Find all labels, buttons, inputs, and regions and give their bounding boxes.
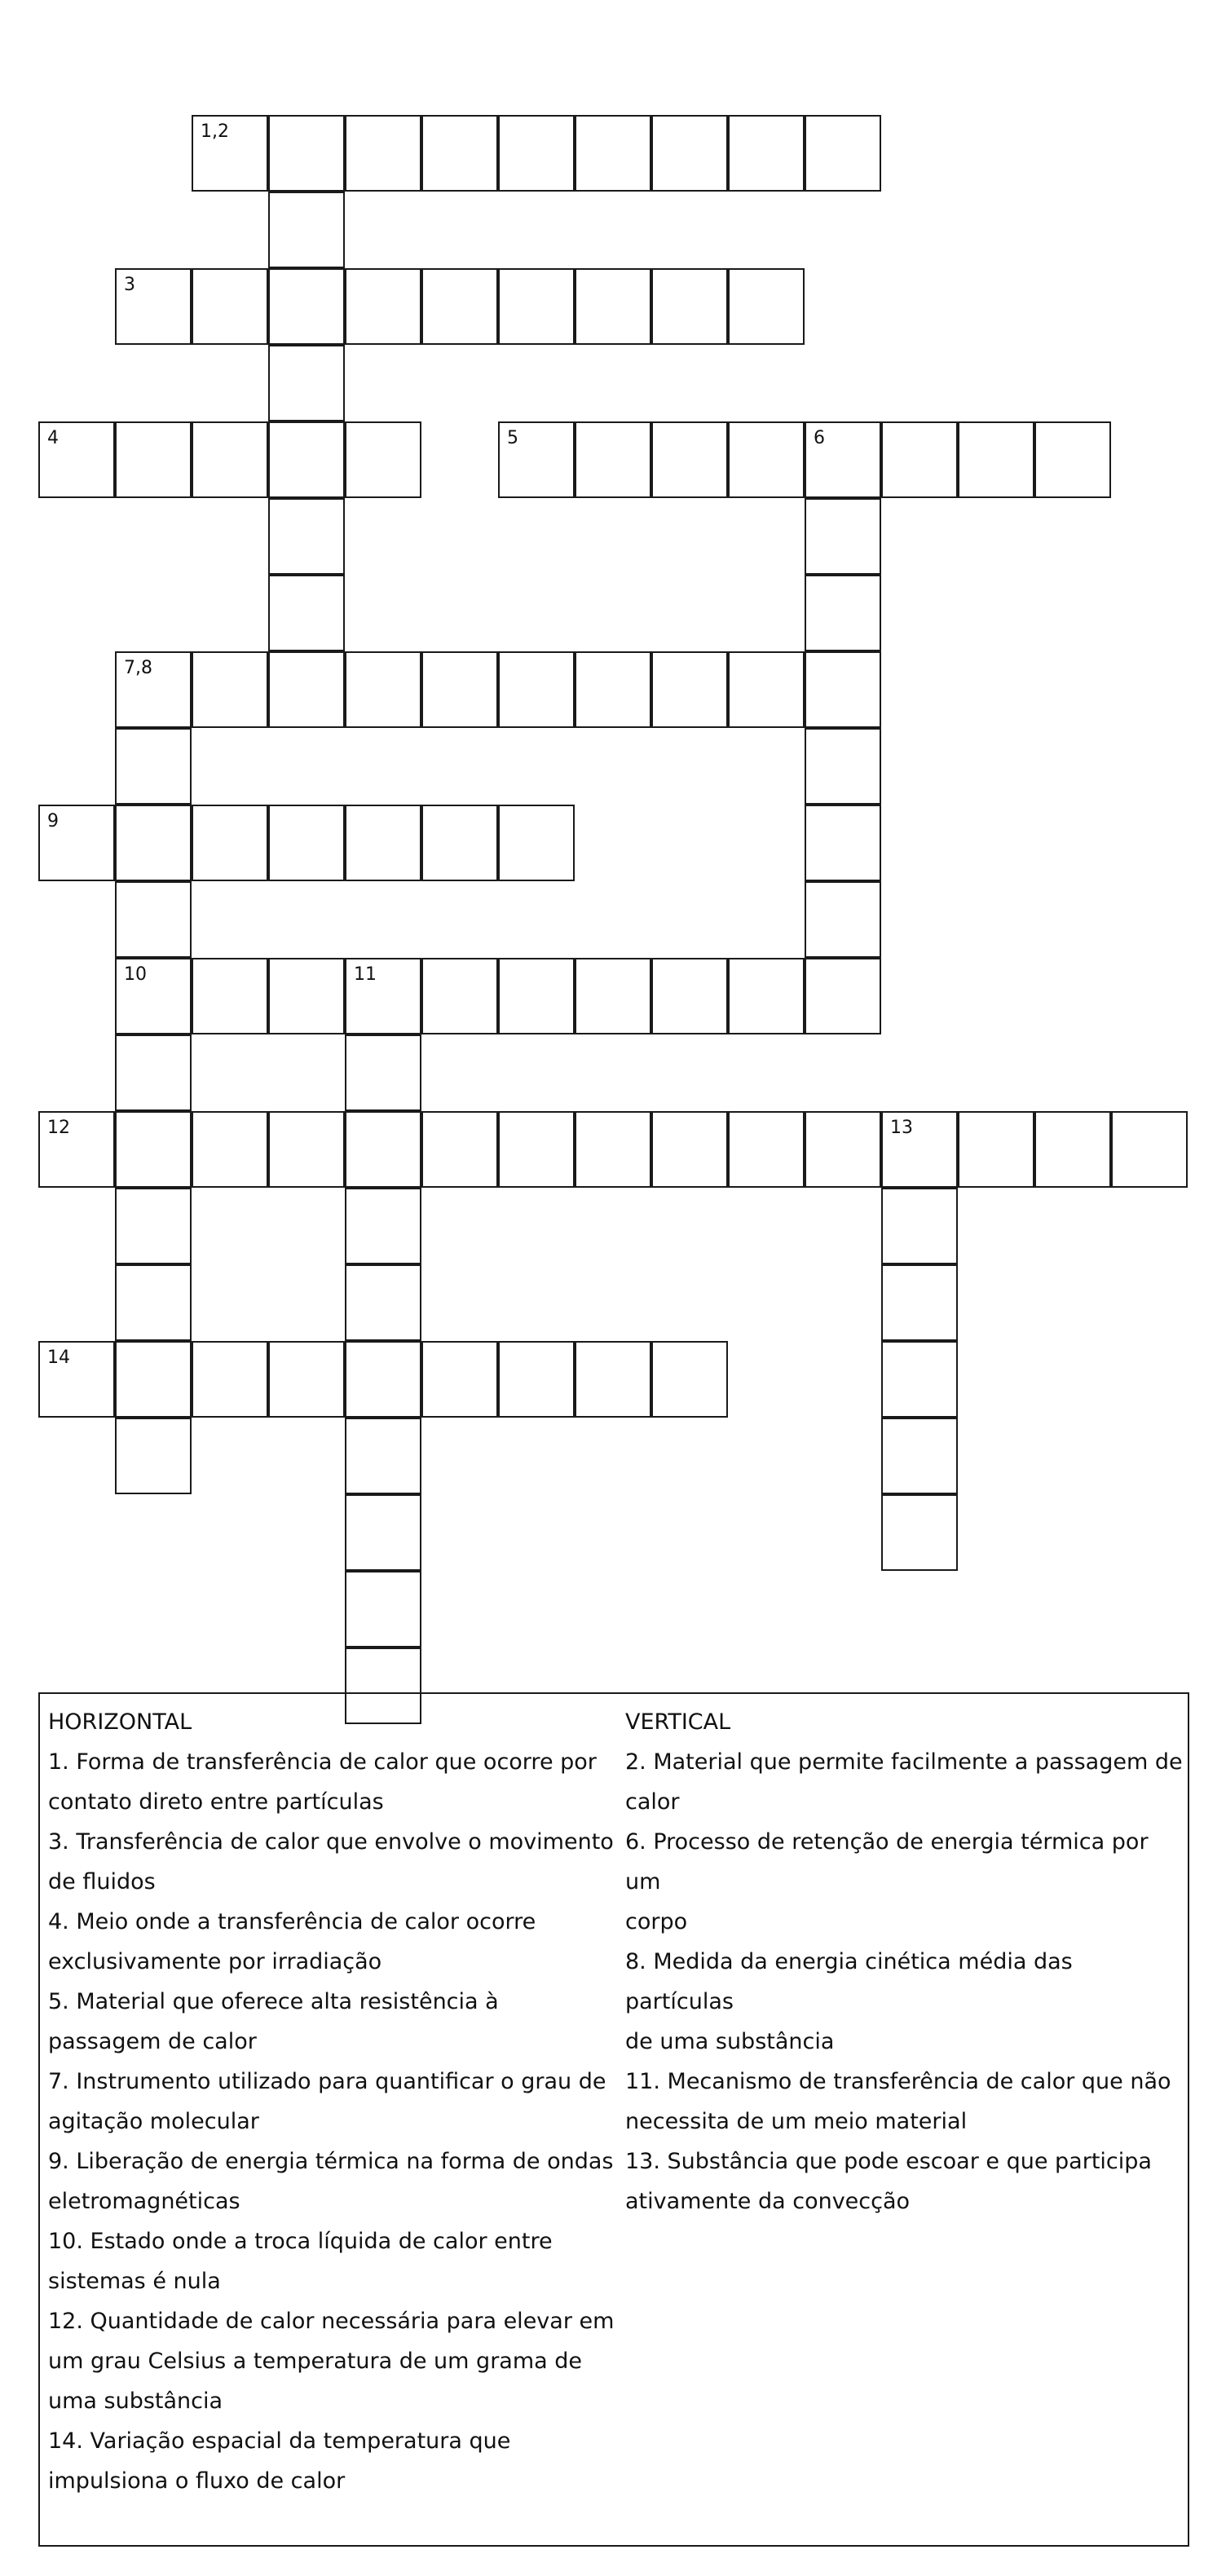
crossword-cell[interactable] <box>651 268 728 345</box>
clue-item <box>625 1742 1186 1822</box>
crossword-cell[interactable] <box>345 805 421 881</box>
crossword-cell[interactable] <box>345 1264 421 1341</box>
crossword-cell[interactable] <box>575 651 651 728</box>
crossword-cell[interactable] <box>421 805 498 881</box>
clue-line: passagem de calor <box>48 2029 257 2054</box>
clue-line: 7. Instrumento utilizado para quantificar o grau de <box>48 2069 606 2094</box>
crossword-cell[interactable] <box>115 1418 192 1494</box>
crossword-cell[interactable] <box>805 575 881 651</box>
crossword-cell[interactable] <box>498 115 575 192</box>
clue-line: 6. Processo de retenção de energia térmica por um <box>625 1829 1149 1895</box>
clue-number: 12 <box>47 1118 70 1138</box>
clue-line: 8. Medida da energia cinética média das partículas <box>625 1949 1073 2014</box>
crossword-cell[interactable] <box>575 268 651 345</box>
clue-item <box>48 1902 623 1982</box>
crossword-cell[interactable] <box>345 268 421 345</box>
crossword-cell[interactable] <box>115 958 192 1034</box>
clue-number: 5 <box>507 428 518 448</box>
crossword-cell[interactable] <box>115 651 192 728</box>
clue-line: exclusivamente por irradiação <box>48 1949 382 1974</box>
crossword-cell[interactable] <box>345 115 421 192</box>
crossword-cell[interactable] <box>115 728 192 805</box>
clue-item <box>48 2062 623 2142</box>
crossword-cell[interactable] <box>881 1264 958 1341</box>
crossword-cell[interactable] <box>1034 1111 1111 1188</box>
crossword-cell[interactable] <box>115 805 192 881</box>
crossword-cell[interactable] <box>268 268 345 345</box>
clue-line: corpo <box>625 1909 688 1934</box>
crossword-cell[interactable] <box>268 1341 345 1418</box>
clue-number: 10 <box>124 964 147 985</box>
crossword-cell[interactable] <box>958 421 1034 498</box>
clue-number: 11 <box>354 964 377 985</box>
clue-line: contato direto entre partículas <box>48 1789 384 1815</box>
crossword-cell[interactable] <box>192 805 268 881</box>
crossword-cell[interactable] <box>651 958 728 1034</box>
crossword-cell[interactable] <box>268 805 345 881</box>
clue-line: de uma substância <box>625 2029 835 2054</box>
crossword-cell[interactable] <box>115 1034 192 1111</box>
crossword-cell[interactable] <box>651 651 728 728</box>
crossword-cell[interactable] <box>575 421 651 498</box>
clue-line: agitação molecular <box>48 2109 259 2134</box>
clue-number: 13 <box>890 1118 913 1138</box>
crossword-cell[interactable] <box>345 1341 421 1418</box>
clue-line: 11. Mecanismo de transferência de calor que não <box>625 2069 1171 2094</box>
crossword-cell[interactable] <box>881 1418 958 1494</box>
crossword-cell[interactable] <box>805 115 881 192</box>
crossword-cell[interactable] <box>192 115 268 192</box>
clue-item <box>48 2142 623 2221</box>
crossword-cell[interactable] <box>268 1111 345 1188</box>
crossword-cell[interactable] <box>192 268 268 345</box>
crossword-cell[interactable] <box>345 421 421 498</box>
clues-box <box>38 1692 1189 2547</box>
clue-line: 5. Material que oferece alta resistência à <box>48 1989 499 2014</box>
clue-number: 3 <box>124 275 135 295</box>
crossword-cell[interactable] <box>728 958 805 1034</box>
crossword-cell[interactable] <box>575 1111 651 1188</box>
clue-line: de fluidos <box>48 1869 156 1895</box>
vertical-heading: VERTICAL <box>625 1709 731 1735</box>
crossword-cell[interactable] <box>345 1111 421 1188</box>
crossword-cell[interactable] <box>115 1188 192 1264</box>
clue-line: um grau Celsius a temperatura de um grama de <box>48 2349 583 2374</box>
clue-line: sistemas é nula <box>48 2269 221 2294</box>
clue-item <box>48 2221 623 2301</box>
clue-item <box>48 2301 623 2421</box>
crossword-cell[interactable] <box>192 421 268 498</box>
crossword-cell[interactable] <box>421 1341 498 1418</box>
clue-number: 1,2 <box>201 121 229 142</box>
clue-item <box>48 1742 623 1822</box>
crossword-cell[interactable] <box>575 958 651 1034</box>
crossword-cell[interactable] <box>345 1418 421 1494</box>
crossword-cell[interactable] <box>38 421 115 498</box>
crossword-cell[interactable] <box>805 498 881 575</box>
crossword-cell[interactable] <box>268 421 345 498</box>
clue-line: uma substância <box>48 2389 223 2414</box>
clue-line: necessita de um meio material <box>625 2109 968 2134</box>
clue-line: 4. Meio onde a transferência de calor ocorre <box>48 1909 536 1934</box>
crossword-cell[interactable] <box>192 958 268 1034</box>
crossword-cell[interactable] <box>498 1341 575 1418</box>
clue-item <box>48 2421 623 2501</box>
crossword-cell[interactable] <box>345 1034 421 1111</box>
horizontal-clue-list <box>48 1742 623 2501</box>
crossword-cell[interactable] <box>498 805 575 881</box>
crossword-cell[interactable] <box>268 575 345 651</box>
crossword-cell[interactable] <box>268 651 345 728</box>
crossword-cell[interactable] <box>345 651 421 728</box>
crossword-cell[interactable] <box>38 1111 115 1188</box>
crossword-cell[interactable] <box>268 498 345 575</box>
crossword-cell[interactable] <box>421 1111 498 1188</box>
horizontal-heading: HORIZONTAL <box>48 1709 192 1735</box>
crossword-cell[interactable] <box>345 1188 421 1264</box>
crossword-cell[interactable] <box>728 115 805 192</box>
crossword-cell[interactable] <box>805 881 881 958</box>
clue-number: 14 <box>47 1348 70 1368</box>
clue-line: 12. Quantidade de calor necessária para elevar em <box>48 2309 615 2334</box>
vertical-clues <box>625 1702 1186 2221</box>
crossword-cell[interactable] <box>805 728 881 805</box>
crossword-cell[interactable] <box>881 1494 958 1571</box>
clue-number: 6 <box>814 428 825 448</box>
crossword-cell[interactable] <box>881 1188 958 1264</box>
crossword-cell[interactable] <box>38 1341 115 1418</box>
crossword-cell[interactable] <box>115 1264 192 1341</box>
crossword-cell[interactable] <box>192 1111 268 1188</box>
horizontal-clues <box>48 1702 623 2501</box>
crossword-cell[interactable] <box>345 1494 421 1571</box>
clue-line: 3. Transferência de calor que envolve o movimento <box>48 1829 614 1855</box>
crossword-cell[interactable] <box>1111 1111 1188 1188</box>
clue-line: ativamente da convecção <box>625 2189 911 2214</box>
crossword-cell[interactable] <box>651 115 728 192</box>
crossword-cell[interactable] <box>805 1111 881 1188</box>
crossword-cell[interactable] <box>881 1111 958 1188</box>
crossword-cell[interactable] <box>421 958 498 1034</box>
clue-number: 9 <box>47 811 59 831</box>
crossword-cell[interactable] <box>115 1111 192 1188</box>
clue-item <box>625 1942 1186 2062</box>
crossword-cell[interactable] <box>805 958 881 1034</box>
clue-line: 13. Substância que pode escoar e que participa <box>625 2149 1152 2174</box>
crossword-cell[interactable] <box>651 1341 728 1418</box>
crossword-cell[interactable] <box>805 651 881 728</box>
crossword-cell[interactable] <box>728 421 805 498</box>
crossword-cell[interactable] <box>805 805 881 881</box>
clue-item <box>625 1822 1186 1942</box>
clue-line: 14. Variação espacial da temperatura que <box>48 2428 511 2454</box>
crossword-cell[interactable] <box>268 345 345 421</box>
crossword-cell[interactable] <box>498 421 575 498</box>
clue-number: 7,8 <box>124 658 152 678</box>
vertical-clue-list <box>625 1742 1186 2221</box>
crossword-cell[interactable] <box>192 1341 268 1418</box>
crossword-cell[interactable] <box>728 651 805 728</box>
crossword-cell[interactable] <box>115 881 192 958</box>
crossword-cell[interactable] <box>268 115 345 192</box>
crossword-cell[interactable] <box>421 268 498 345</box>
crossword-cell[interactable] <box>345 1571 421 1647</box>
crossword-cell[interactable] <box>881 1341 958 1418</box>
crossword-cell[interactable] <box>651 1111 728 1188</box>
crossword-cell[interactable] <box>651 421 728 498</box>
clue-item <box>48 1822 623 1902</box>
crossword-cell[interactable] <box>728 1111 805 1188</box>
clue-line: 9. Liberação de energia térmica na forma de ondas <box>48 2149 614 2174</box>
clue-line: 2. Material que permite facilmente a passagem de <box>625 1749 1183 1775</box>
clue-line: 1. Forma de transferência de calor que ocorre por <box>48 1749 597 1775</box>
clue-number: 4 <box>47 428 59 448</box>
crossword-cell[interactable] <box>805 421 881 498</box>
crossword-cell[interactable] <box>728 268 805 345</box>
crossword-cell[interactable] <box>115 421 192 498</box>
crossword-cell[interactable] <box>421 115 498 192</box>
clue-line: eletromagnéticas <box>48 2189 240 2214</box>
crossword-cell[interactable] <box>498 651 575 728</box>
crossword-cell[interactable] <box>38 805 115 881</box>
crossword-cell[interactable] <box>192 651 268 728</box>
crossword-cell[interactable] <box>345 958 421 1034</box>
crossword-cell[interactable] <box>958 1111 1034 1188</box>
clue-item <box>625 2142 1186 2221</box>
crossword-cell[interactable] <box>115 268 192 345</box>
clue-line: 10. Estado onde a troca líquida de calor entre <box>48 2229 553 2254</box>
crossword-cell[interactable] <box>498 958 575 1034</box>
crossword-cell[interactable] <box>498 1111 575 1188</box>
crossword-cell[interactable] <box>268 192 345 268</box>
crossword-cell[interactable] <box>575 1341 651 1418</box>
crossword-cell[interactable] <box>268 958 345 1034</box>
clue-line: calor <box>625 1789 680 1815</box>
clue-item <box>48 1982 623 2062</box>
clue-item <box>625 2062 1186 2142</box>
crossword-cell[interactable] <box>115 1341 192 1418</box>
crossword-cell[interactable] <box>1034 421 1111 498</box>
clue-line: impulsiona o fluxo de calor <box>48 2468 346 2494</box>
crossword-cell[interactable] <box>575 115 651 192</box>
crossword-cell[interactable] <box>881 421 958 498</box>
crossword-cell[interactable] <box>498 268 575 345</box>
crossword-cell[interactable] <box>421 651 498 728</box>
